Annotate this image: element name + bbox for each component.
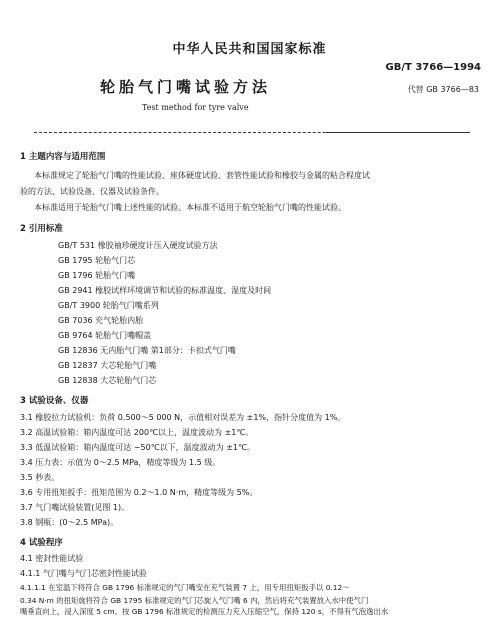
english-subtitle: Test method for tyre valve bbox=[142, 103, 249, 112]
reference-item: GB/T 531 橡胶袖珍硬度计压入硬度试验方法 bbox=[58, 241, 218, 250]
clause-4-1-1-1-line: 4.1.1.1 在室温下将符合 GB 1796 标准规定的气门嘴安在充气装置 7 上，用专用扭矩扳手以 0.12～ bbox=[20, 583, 350, 592]
subsection-4-1: 4.1 密封性能试验 bbox=[20, 554, 84, 563]
reference-item: GB 12838 大芯轮胎气门芯 bbox=[58, 376, 157, 385]
section-4-heading: 4 试验程序 bbox=[20, 538, 63, 548]
standard-code: GB/T 3766—1994 bbox=[385, 62, 481, 73]
clause-4-1-1-1-line: 嘴垂直向上，浸入深度 5 cm。按 GB 1796 标准规定的检测压力充入压缩空气，保持 120 s，不得有气泡逸出水 bbox=[20, 607, 389, 616]
reference-item: GB/T 3900 轮胎气门嘴系列 bbox=[58, 301, 159, 310]
subsection-4-1-1: 4.1.1 气门嘴与气门芯密封性能试验 bbox=[20, 569, 147, 578]
national-standard-heading: 中华人民共和国国家标准 bbox=[172, 42, 327, 57]
equipment-item: 3.1 橡胶拉力试验机：负荷 0.500～5 000 N，示值相对误差为 ±1%，指针分度值为 1%。 bbox=[20, 413, 346, 422]
equipment-item: 3.3 低温试验箱：箱内温度可达 −50℃以下，温度波动为 ±1℃。 bbox=[20, 443, 255, 452]
equipment-item: 3.8 钢瓶：(0～2.5 MPa)。 bbox=[20, 518, 119, 527]
equipment-item: 3.4 压力表：示值为 0～2.5 MPa，精度等级为 1.5 级。 bbox=[20, 458, 221, 467]
equipment-item: 3.2 高温试验箱：箱内温度可达 200℃以上，温度波动为 ±1℃。 bbox=[20, 428, 254, 437]
clause-4-1-1-1-line: 0.34 N·m 的扭矩旋将符合 GB 1795 标准规定的气门芯旋入气门嘴 6 内，然后将充气装置放入水中使气门 bbox=[20, 596, 369, 605]
header-divider bbox=[34, 132, 470, 133]
section-2-heading: 2 引用标准 bbox=[20, 224, 63, 234]
replaces-note: 代替 GB 3766—83 bbox=[407, 85, 479, 94]
section-1-paragraph-2: 本标准适用于轮胎气门嘴上述性能的试验。本标准不适用于航空轮胎气门嘴的性能试验。 bbox=[34, 203, 346, 212]
reference-item: GB 1795 轮胎气门芯 bbox=[58, 256, 136, 265]
section-1-paragraph-line: 验的方法、试验设备、仪器及试验条件。 bbox=[20, 187, 164, 196]
section-1-paragraph-line: 本标准规定了轮胎气门嘴的性能试验、座体硬度试验、套管性能试验和橡胶与金属的粘合程度试 bbox=[34, 171, 370, 180]
reference-item: GB 1796 轮胎气门嘴 bbox=[58, 271, 136, 280]
document-title: 轮胎气门嘴试验方法 bbox=[100, 78, 272, 96]
section-3-heading: 3 试验设备、仪器 bbox=[20, 396, 89, 406]
reference-item: GB 7036 充气轮胎内胎 bbox=[58, 316, 144, 325]
equipment-item: 3.5 秒表。 bbox=[20, 473, 60, 482]
reference-item: GB 2941 橡胶试样环境调节和试验的标准温度、湿度及时间 bbox=[58, 286, 272, 295]
section-1-heading: 1 主题内容与适用范围 bbox=[20, 152, 106, 162]
reference-item: GB 12837 大芯轮胎气门嘴 bbox=[58, 361, 157, 370]
equipment-item: 3.7 气门嘴试验装置(见图 1)。 bbox=[20, 503, 130, 512]
equipment-item: 3.6 专用扭矩扳手：扭矩范围为 0.2～1.0 N·m，精度等级为 5%。 bbox=[20, 488, 258, 497]
reference-item: GB 12836 无内胎气门嘴 第1部分：卡扣式气门嘴 bbox=[58, 346, 236, 355]
reference-item: GB 9764 轮胎气门嘴帽盖 bbox=[58, 331, 152, 340]
